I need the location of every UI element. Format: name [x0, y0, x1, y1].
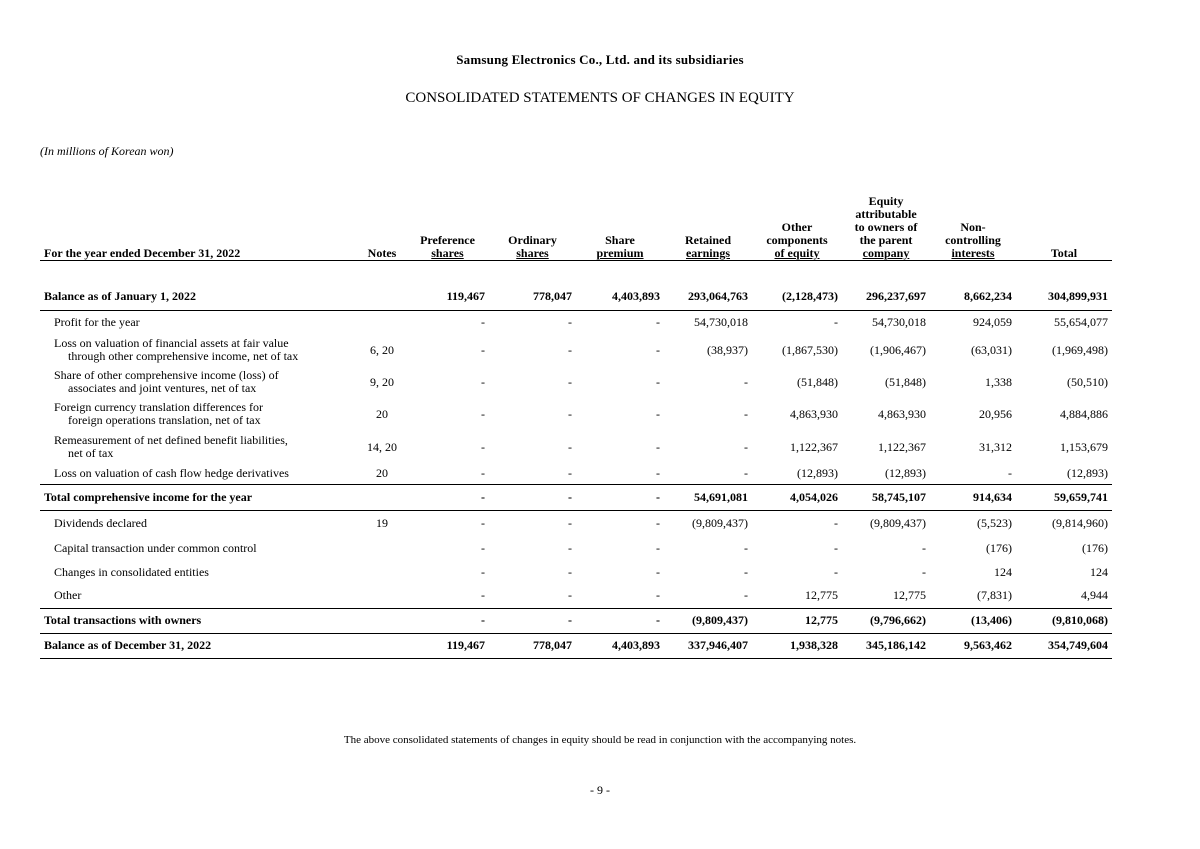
row-label: Dividends declared [54, 515, 147, 530]
row-label: Share of other comprehensive income (loss) of associates and joint ventures, net of tax [54, 368, 279, 395]
col-header-other-components: Other components of equity [752, 172, 842, 260]
company-name: Samsung Electronics Co., Ltd. and its subsidiaries [456, 52, 744, 67]
table-row: Share of other comprehensive income (loss) of associates and joint ventures, net of tax 9, 20 - - - - (51,848) (51,848) 1,338 (50,510) [40, 366, 1112, 398]
row-label: Foreign currency translation differences for foreign operations translation, net of tax [54, 400, 264, 427]
table-row: Total comprehensive income for the year - - - 54,691,081 4,054,026 58,745,107 914,634 59,659,741 [40, 484, 1112, 510]
row-label: Other [54, 588, 82, 603]
row-label: Loss on valuation of cash flow hedge derivatives [54, 466, 289, 481]
row-label: Total comprehensive income for the year [40, 484, 358, 510]
table-row: Balance as of December 31, 2022 119,467 778,047 4,403,893 337,946,407 1,938,328 345,186,142 9,563,462 354,749,604 [40, 633, 1112, 658]
col-header-non-controlling: Non- controlling interests [930, 172, 1016, 260]
statement-title: CONSOLIDATED STATEMENTS OF CHANGES IN EQUITY [405, 90, 795, 106]
table-row: Capital transaction under common control - - - - - - (176) (176) [40, 536, 1112, 560]
col-header-share-premium: Share premium [576, 172, 664, 260]
page-number: - 9 - [590, 783, 610, 797]
footnote: The above consolidated statements of changes in equity should be read in conjunction with the accompanying notes. [343, 734, 857, 746]
col-header-equity-attributable: Equity attributable to owners of the parent company [842, 172, 930, 260]
table-row: Loss on valuation of cash flow hedge derivatives 20 - - - - (12,893) (12,893) - (12,893) [40, 464, 1112, 484]
col-header-retained: Retained earnings [664, 172, 752, 260]
equity-table [40, 172, 1112, 659]
row-label: Profit for the year [40, 310, 358, 334]
col-header-preference: Preference shares [406, 172, 489, 260]
header-row [40, 172, 1112, 260]
table-row: Dividends declared 19 - - - (9,809,437) - (9,809,437) (5,523) (9,814,960) [40, 510, 1112, 536]
table-row: Other - - - - 12,775 12,775 (7,831) 4,944 [40, 584, 1112, 608]
table-row: Foreign currency translation differences for foreign operations translation, net of tax 20 - - - - 4,863,930 4,863,930 20,956 4,884,886 [40, 398, 1112, 430]
col-header-ordinary: Ordinary shares [489, 172, 576, 260]
currency-unit: (In millions of Korean won) [40, 144, 174, 158]
row-label: Capital transaction under common control [54, 540, 257, 555]
row-label: Balance as of January 1, 2022 [44, 289, 197, 304]
row-label: Loss on valuation of financial assets at fair value through other comprehensive income, net of tax [54, 336, 299, 363]
table-row: Loss on valuation of financial assets at fair value through other comprehensive income, net of tax 6, 20 - - - (38,937) (1,867,530) (1,906,467) (63,031) (1,969,498) [40, 334, 1112, 366]
table-row: Balance as of January 1, 2022 119,467 778,047 4,403,893 293,064,763 (2,128,473) 296,237,697 8,662,234 304,899,931 [40, 284, 1112, 310]
table-row: Changes in consolidated entities - - - - - - 124 124 [40, 560, 1112, 584]
row-label: Total transactions with owners [40, 608, 358, 633]
col-header-notes: Notes [358, 172, 406, 260]
table-row: Profit for the year - - - 54,730,018 - 54,730,018 924,059 55,654,077 [40, 310, 1112, 334]
col-header-period: For the year ended December 31, 2022 [40, 172, 358, 260]
row-label: Remeasurement of net defined benefit liabilities, net of tax [54, 433, 288, 460]
col-header-total: Total [1016, 172, 1112, 260]
table-row: Total transactions with owners - - - (9,809,437) 12,775 (9,796,662) (13,406) (9,810,068) [40, 608, 1112, 633]
table-row: Remeasurement of net defined benefit liabilities, net of tax 14, 20 - - - - 1,122,367 1,122,367 31,312 1,153,679 [40, 430, 1112, 464]
row-label: Balance as of December 31, 2022 [40, 633, 358, 658]
row-label: Changes in consolidated entities [54, 564, 209, 579]
